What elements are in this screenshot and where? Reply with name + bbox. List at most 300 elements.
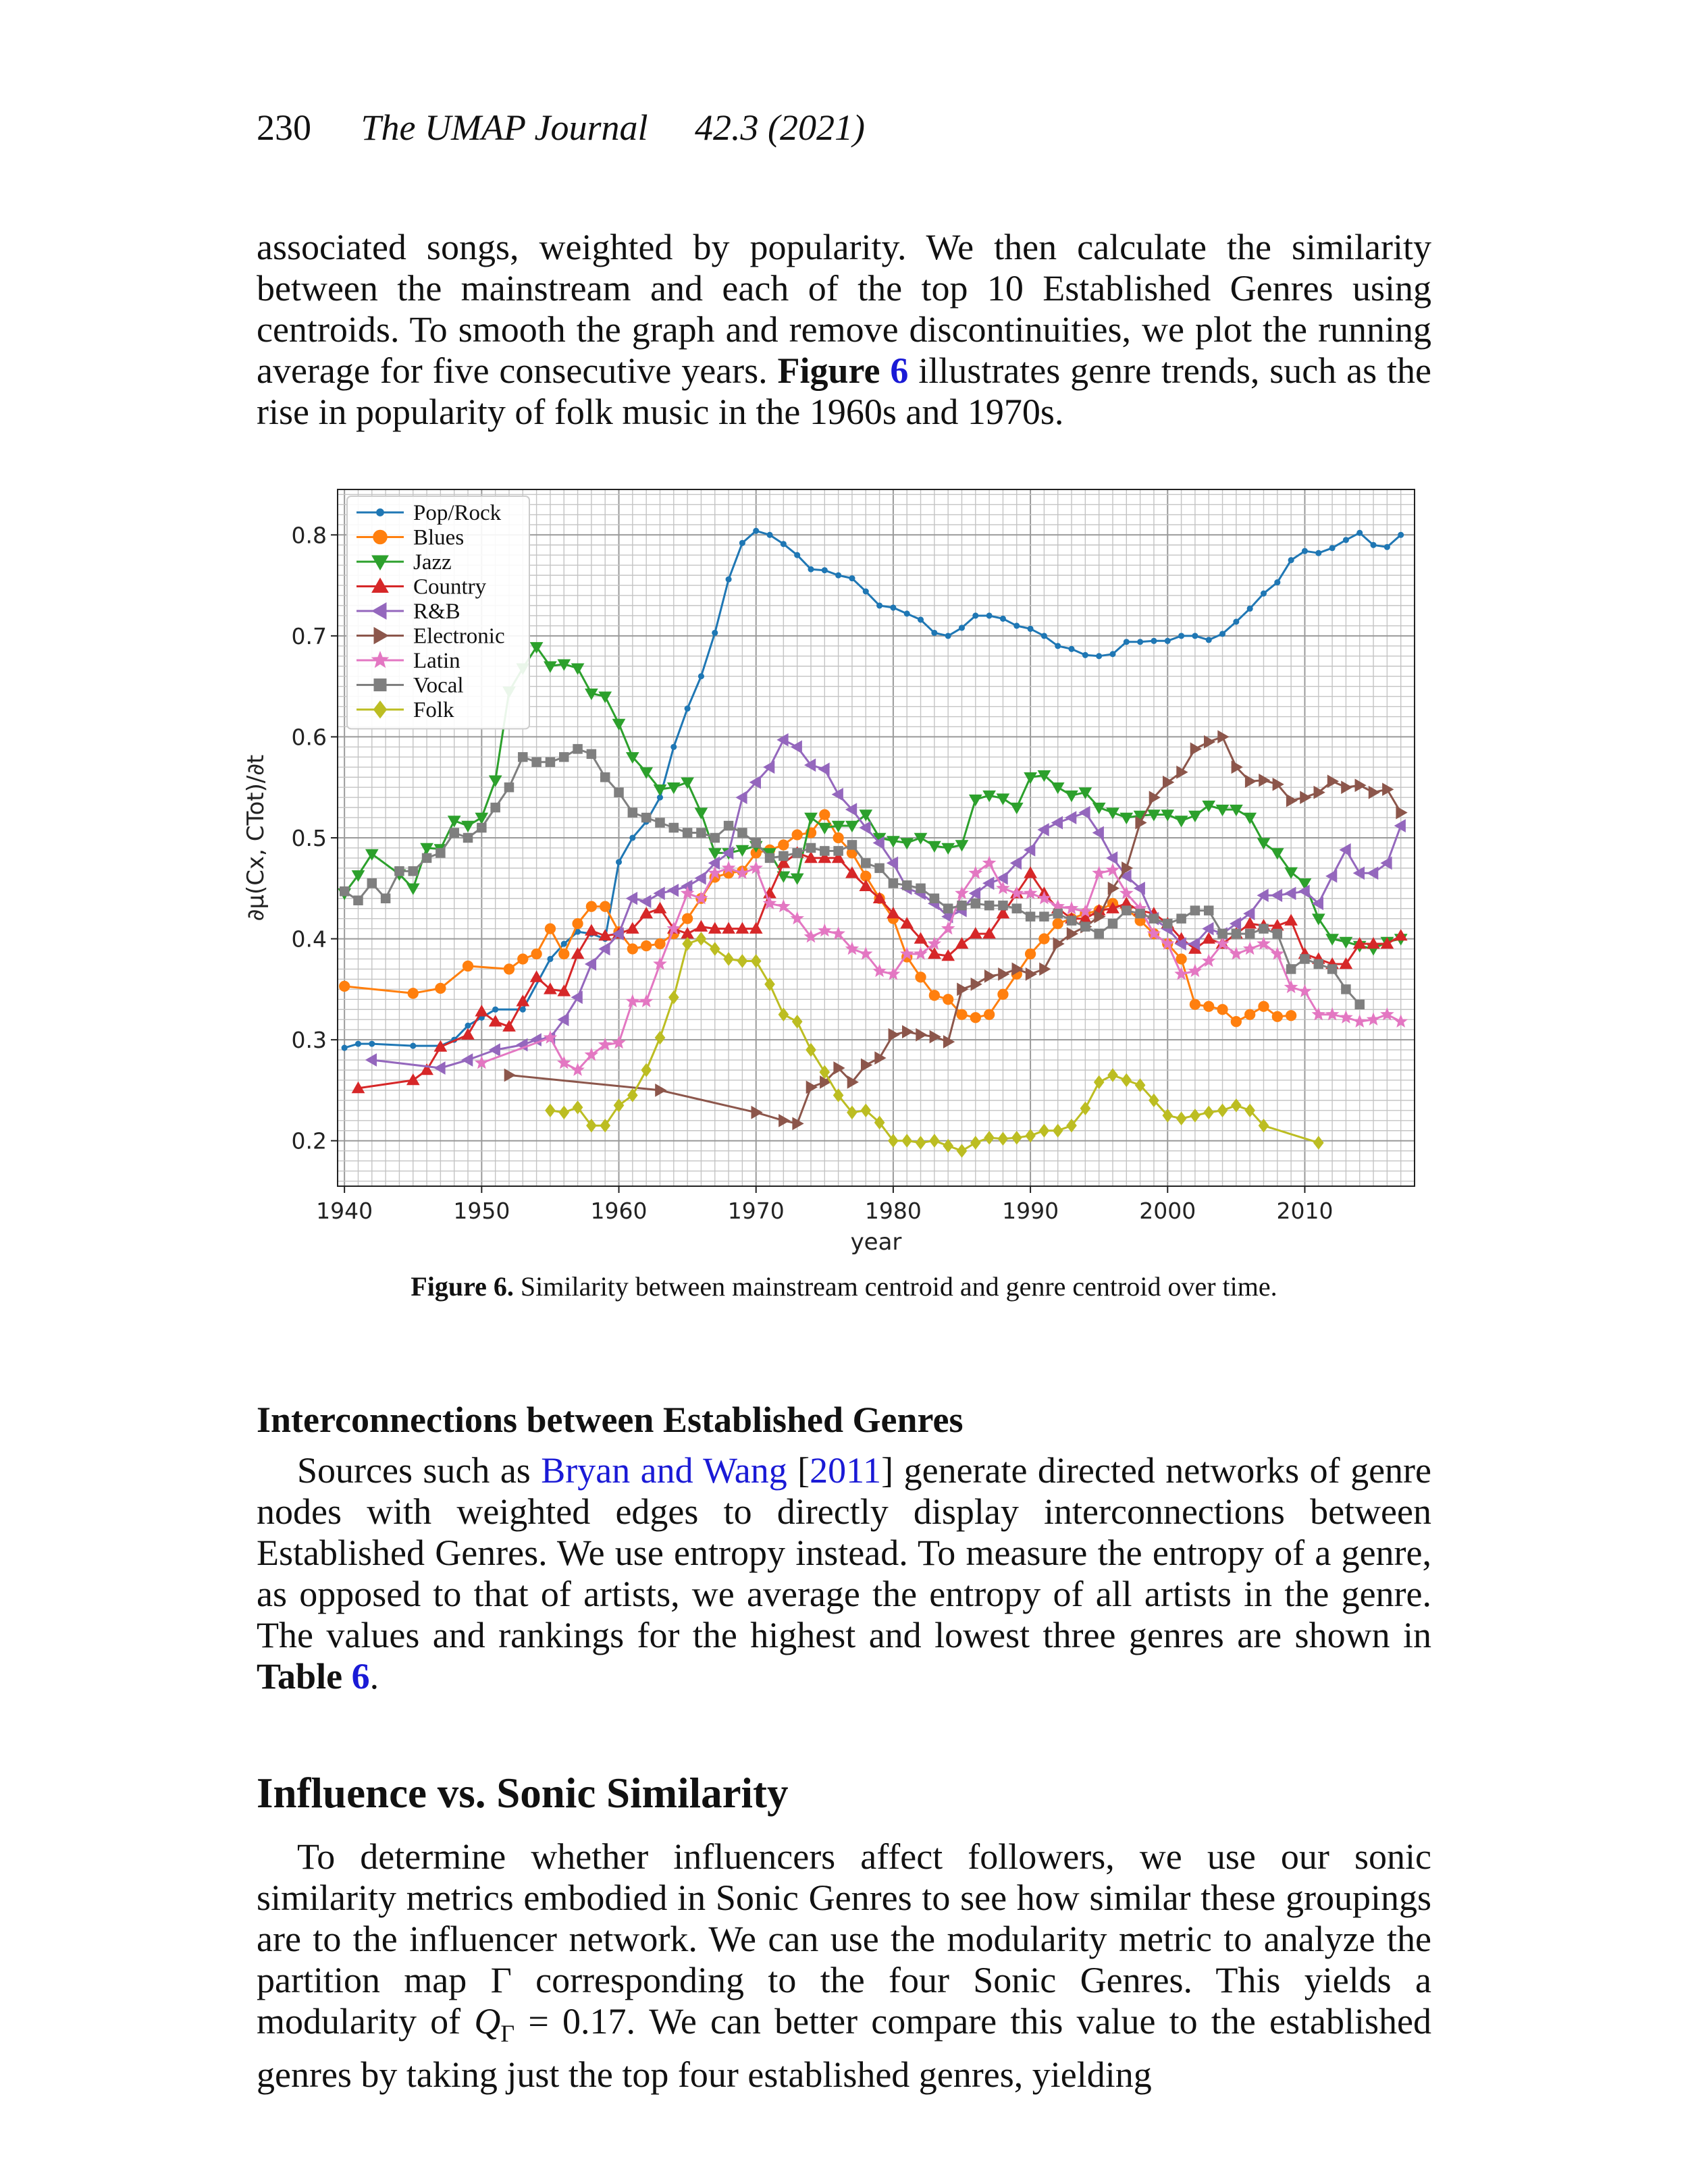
data-point-pop-rock bbox=[1384, 544, 1390, 550]
data-point-country bbox=[490, 1015, 502, 1026]
data-point-pop-rock bbox=[1082, 652, 1088, 658]
data-point-pop-rock bbox=[698, 674, 704, 679]
legend-label: Pop/Rock bbox=[413, 501, 502, 525]
data-point-vocal bbox=[820, 847, 830, 856]
y-tick-label: 0.2 bbox=[291, 1127, 327, 1154]
data-point-folk bbox=[1012, 1131, 1022, 1144]
data-point-blues bbox=[1039, 934, 1049, 944]
data-point-pop-rock bbox=[561, 941, 566, 947]
data-point-vocal bbox=[1245, 929, 1255, 938]
data-point-vocal bbox=[450, 828, 459, 838]
x-tick-label: 1980 bbox=[864, 1198, 922, 1224]
data-point-jazz bbox=[407, 884, 419, 895]
data-point-pop-rock bbox=[767, 532, 772, 537]
data-point-pop-rock bbox=[808, 566, 814, 572]
data-point-jazz bbox=[1120, 813, 1132, 824]
data-point-vocal bbox=[1081, 922, 1090, 932]
data-point-blues bbox=[792, 830, 802, 840]
data-point-r-b bbox=[818, 763, 829, 775]
data-point-r-b bbox=[434, 1062, 445, 1074]
data-point-pop-rock bbox=[959, 625, 964, 631]
data-point-vocal bbox=[862, 859, 871, 868]
data-point-vocal bbox=[1136, 909, 1145, 918]
data-point-pop-rock bbox=[342, 1045, 347, 1050]
data-point-jazz bbox=[1176, 816, 1188, 827]
data-point-r-b bbox=[366, 1054, 377, 1066]
data-point-vocal bbox=[875, 863, 885, 873]
citation-year-link[interactable]: 2011 bbox=[810, 1450, 882, 1491]
data-point-r-b bbox=[1271, 889, 1282, 901]
data-point-r-b bbox=[1065, 811, 1076, 824]
caption-text: Similarity between mainstream centroid and genre centroid over time. bbox=[513, 1271, 1277, 1302]
data-point-blues bbox=[1025, 949, 1035, 959]
data-point-electronic bbox=[957, 983, 968, 995]
data-point-electronic bbox=[1218, 730, 1229, 743]
data-point-country bbox=[654, 903, 666, 913]
data-point-vocal bbox=[436, 849, 446, 858]
data-point-electronic bbox=[1205, 736, 1215, 748]
data-point-pop-rock bbox=[795, 552, 800, 558]
data-point-folk bbox=[546, 1104, 555, 1117]
data-point-electronic bbox=[1259, 774, 1270, 787]
data-point-r-b bbox=[1340, 844, 1350, 856]
data-point-r-b bbox=[833, 789, 843, 801]
data-point-blues bbox=[1245, 1009, 1255, 1019]
data-point-blues bbox=[586, 901, 596, 911]
data-point-blues bbox=[970, 1013, 980, 1023]
data-point-jazz bbox=[1065, 791, 1078, 801]
data-point-pop-rock bbox=[520, 1007, 525, 1012]
data-point-vocal bbox=[1012, 904, 1022, 913]
data-point-pop-rock bbox=[1329, 545, 1335, 551]
y-tick-label: 0.8 bbox=[291, 522, 327, 549]
data-point-vocal bbox=[779, 851, 789, 861]
x-tick-label: 1940 bbox=[316, 1198, 373, 1224]
data-point-electronic bbox=[1067, 928, 1078, 940]
data-point-blues bbox=[627, 944, 637, 954]
data-point-country bbox=[901, 917, 913, 928]
data-point-r-b bbox=[1107, 852, 1117, 864]
data-point-vocal bbox=[1122, 906, 1132, 915]
data-point-folk bbox=[724, 953, 733, 965]
data-point-electronic bbox=[984, 970, 995, 982]
data-point-r-b bbox=[572, 991, 583, 1003]
data-point-pop-rock bbox=[493, 1007, 498, 1012]
data-point-vocal bbox=[340, 887, 349, 897]
data-point-jazz bbox=[791, 874, 803, 884]
data-point-vocal bbox=[546, 757, 555, 767]
data-point-vocal bbox=[463, 833, 473, 843]
data-point-vocal bbox=[532, 757, 542, 767]
data-point-country bbox=[572, 948, 584, 959]
data-point-pop-rock bbox=[781, 541, 786, 547]
interconnections-paragraph bbox=[257, 1450, 1431, 1697]
s2-text-b: . We can better compare this value to the established genres by taking just the top four established genres, yielding bbox=[257, 2001, 1431, 2095]
data-point-pop-rock bbox=[1371, 542, 1376, 548]
data-point-blues bbox=[1204, 1001, 1214, 1011]
data-point-jazz bbox=[942, 843, 954, 854]
data-point-folk bbox=[779, 1008, 788, 1021]
data-point-r-b bbox=[1367, 867, 1378, 879]
legend-marker-pop-rock bbox=[377, 509, 384, 516]
data-point-blues bbox=[1190, 999, 1200, 1009]
data-point-pop-rock bbox=[1069, 646, 1074, 651]
data-point-folk bbox=[1190, 1109, 1200, 1122]
data-point-blues bbox=[436, 983, 446, 993]
data-point-pop-rock bbox=[1343, 537, 1348, 543]
data-point-blues bbox=[463, 961, 473, 971]
page-number: 230 bbox=[257, 107, 311, 148]
data-point-pop-rock bbox=[877, 603, 882, 608]
data-point-folk bbox=[971, 1136, 980, 1149]
data-point-vocal bbox=[1300, 955, 1310, 964]
data-point-vocal bbox=[422, 853, 431, 863]
citation-authors-link[interactable]: Bryan and Wang bbox=[541, 1450, 787, 1491]
caption-label: Figure 6. bbox=[411, 1271, 514, 1302]
data-point-blues bbox=[779, 840, 789, 850]
data-point-vocal bbox=[943, 904, 953, 913]
series-latin bbox=[475, 857, 1406, 1075]
s1-text-a: Sources such as bbox=[297, 1450, 542, 1491]
data-point-blues bbox=[408, 988, 418, 998]
data-point-jazz bbox=[613, 719, 625, 730]
data-point-vocal bbox=[1259, 924, 1269, 934]
data-point-folk bbox=[957, 1144, 966, 1157]
data-point-folk bbox=[861, 1104, 870, 1117]
data-point-vocal bbox=[1232, 929, 1241, 938]
data-point-vocal bbox=[573, 745, 583, 754]
data-point-pop-rock bbox=[1234, 619, 1239, 624]
data-point-vocal bbox=[930, 894, 939, 903]
data-point-pop-rock bbox=[726, 577, 731, 582]
data-point-electronic bbox=[1396, 807, 1407, 819]
x-tick-label: 1960 bbox=[590, 1198, 648, 1224]
data-point-folk bbox=[737, 955, 747, 967]
data-point-folk bbox=[1122, 1074, 1131, 1087]
x-axis-label: year bbox=[850, 1229, 902, 1256]
data-point-electronic bbox=[1190, 743, 1201, 755]
data-point-blues bbox=[518, 954, 528, 964]
data-point-electronic bbox=[1355, 779, 1366, 791]
data-point-vocal bbox=[1286, 965, 1296, 974]
data-point-folk bbox=[655, 1032, 664, 1044]
section-heading-interconnections: Interconnections between Established Genres bbox=[257, 1400, 964, 1440]
legend-label: Country bbox=[413, 575, 487, 600]
data-point-vocal bbox=[1108, 919, 1117, 928]
data-point-vocal bbox=[971, 899, 980, 908]
data-point-r-b bbox=[887, 857, 898, 869]
data-point-pop-rock bbox=[1000, 616, 1005, 621]
data-point-electronic bbox=[1383, 783, 1394, 795]
data-point-r-b bbox=[640, 895, 651, 907]
data-point-folk bbox=[1039, 1124, 1049, 1137]
data-point-vocal bbox=[1355, 1000, 1365, 1009]
data-point-pop-rock bbox=[465, 1023, 471, 1028]
data-point-r-b bbox=[1038, 824, 1049, 836]
data-point-blues bbox=[1231, 1017, 1241, 1027]
figure-caption bbox=[257, 1271, 1431, 1302]
data-point-folk bbox=[1053, 1124, 1063, 1137]
data-point-r-b bbox=[1052, 817, 1063, 829]
data-point-pop-rock bbox=[918, 617, 923, 622]
data-point-jazz bbox=[572, 664, 584, 674]
data-point-electronic bbox=[1342, 781, 1352, 793]
data-point-blues bbox=[641, 940, 652, 951]
data-point-vocal bbox=[1204, 906, 1213, 915]
data-point-electronic bbox=[656, 1084, 666, 1096]
data-point-pop-rock bbox=[1247, 606, 1252, 611]
x-tick-label: 1990 bbox=[1002, 1198, 1059, 1224]
data-point-vocal bbox=[1218, 929, 1228, 938]
data-point-folk bbox=[696, 932, 706, 945]
data-point-electronic bbox=[1108, 882, 1119, 895]
data-point-pop-rock bbox=[1219, 631, 1225, 637]
y-tick-label: 0.7 bbox=[291, 622, 327, 649]
data-point-vocal bbox=[710, 833, 720, 843]
data-point-pop-rock bbox=[1179, 633, 1184, 639]
data-point-electronic bbox=[1300, 791, 1311, 803]
table-ref-link[interactable]: 6 bbox=[351, 1656, 370, 1697]
data-point-electronic bbox=[1177, 766, 1188, 778]
data-point-jazz bbox=[1052, 783, 1064, 794]
legend-label: Blues bbox=[413, 525, 465, 550]
legend-label: R&B bbox=[413, 600, 460, 624]
data-point-pop-rock bbox=[754, 528, 759, 533]
data-point-blues bbox=[531, 949, 542, 959]
legend-marker-vocal bbox=[374, 679, 386, 691]
data-point-pop-rock bbox=[1028, 626, 1033, 631]
legend-label: Folk bbox=[413, 698, 454, 722]
data-point-vocal bbox=[1040, 912, 1049, 922]
data-point-vocal bbox=[1190, 906, 1200, 915]
data-point-folk bbox=[1232, 1099, 1241, 1112]
data-point-pop-rock bbox=[973, 613, 978, 618]
data-point-pop-rock bbox=[548, 956, 553, 961]
data-point-electronic bbox=[504, 1069, 515, 1082]
data-point-folk bbox=[793, 1015, 802, 1028]
data-point-pop-rock bbox=[863, 589, 868, 594]
data-point-country bbox=[695, 921, 707, 932]
data-point-jazz bbox=[901, 838, 913, 849]
data-point-electronic bbox=[1369, 787, 1379, 799]
journal-name: The UMAP Journal bbox=[361, 107, 648, 148]
data-point-pop-rock bbox=[369, 1041, 375, 1046]
data-point-vocal bbox=[847, 841, 857, 850]
data-point-blues bbox=[504, 964, 514, 974]
data-point-folk bbox=[559, 1106, 569, 1119]
data-point-jazz bbox=[1258, 838, 1270, 849]
s1-cite-open: [ bbox=[787, 1450, 810, 1491]
data-point-pop-rock bbox=[1288, 558, 1294, 563]
data-point-pop-rock bbox=[849, 576, 855, 581]
data-point-pop-rock bbox=[355, 1041, 361, 1046]
table-ref-word: Table bbox=[257, 1656, 343, 1697]
data-point-pop-rock bbox=[1097, 654, 1102, 659]
data-point-r-b bbox=[1079, 807, 1090, 819]
data-point-r-b bbox=[654, 887, 665, 899]
data-point-pop-rock bbox=[712, 630, 718, 635]
influence-paragraph bbox=[257, 1836, 1431, 2096]
intro-text-b: illustrates genre trends, such as the rise in popularity of folk music in the 1960s and 1970s. bbox=[257, 350, 1431, 432]
data-point-blues bbox=[1259, 1001, 1269, 1011]
y-tick-label: 0.3 bbox=[291, 1027, 327, 1054]
data-point-electronic bbox=[862, 1059, 872, 1071]
data-point-blues bbox=[682, 913, 692, 924]
data-point-jazz bbox=[1244, 813, 1256, 824]
chart-legend bbox=[347, 496, 529, 729]
data-point-jazz bbox=[654, 785, 666, 796]
data-point-pop-rock bbox=[1138, 639, 1143, 645]
data-point-jazz bbox=[1011, 803, 1023, 814]
data-point-vocal bbox=[1327, 965, 1337, 974]
data-point-vocal bbox=[806, 843, 816, 853]
data-point-blues bbox=[998, 989, 1008, 999]
data-point-vocal bbox=[834, 847, 843, 856]
data-point-country bbox=[407, 1074, 419, 1085]
data-point-country bbox=[1285, 915, 1297, 926]
data-point-folk bbox=[916, 1136, 925, 1149]
data-point-blues bbox=[943, 994, 953, 1005]
data-point-r-b bbox=[695, 872, 706, 884]
x-tick-label: 2010 bbox=[1276, 1198, 1334, 1224]
data-point-vocal bbox=[765, 853, 774, 863]
x-tick-label: 1970 bbox=[727, 1198, 785, 1224]
data-point-blues bbox=[559, 949, 569, 959]
data-point-vocal bbox=[1163, 919, 1173, 928]
data-point-r-b bbox=[805, 759, 816, 771]
data-point-vocal bbox=[889, 879, 898, 888]
data-point-electronic bbox=[806, 1081, 817, 1093]
data-point-blues bbox=[957, 1009, 967, 1019]
data-point-vocal bbox=[1314, 959, 1323, 969]
data-point-blues bbox=[984, 1009, 994, 1019]
data-point-vocal bbox=[1273, 929, 1282, 938]
data-point-jazz bbox=[818, 823, 830, 834]
data-point-electronic bbox=[1040, 963, 1051, 975]
legend-marker-blues bbox=[373, 530, 387, 543]
data-point-jazz bbox=[1024, 773, 1036, 784]
math-eq: = 0.17 bbox=[515, 2001, 627, 2042]
data-point-vocal bbox=[902, 881, 912, 890]
data-point-vocal bbox=[669, 823, 679, 832]
data-point-blues bbox=[1272, 1011, 1282, 1021]
data-point-pop-rock bbox=[1206, 637, 1211, 643]
data-point-r-b bbox=[1326, 870, 1337, 882]
legend-label: Latin bbox=[413, 649, 460, 673]
data-point-pop-rock bbox=[739, 540, 745, 545]
figure-ref-link[interactable]: 6 bbox=[890, 350, 909, 391]
data-point-pop-rock bbox=[1357, 530, 1363, 535]
data-point-vocal bbox=[957, 901, 967, 910]
data-point-blues bbox=[1286, 1011, 1296, 1021]
data-point-pop-rock bbox=[1124, 639, 1129, 645]
data-point-vocal bbox=[1177, 914, 1186, 924]
data-point-r-b bbox=[1093, 827, 1104, 839]
data-point-blues bbox=[545, 924, 555, 934]
data-point-electronic bbox=[903, 1026, 914, 1038]
data-point-blues bbox=[573, 918, 583, 928]
data-point-folk bbox=[710, 942, 720, 955]
data-point-vocal bbox=[1053, 909, 1063, 918]
data-point-folk bbox=[984, 1131, 994, 1144]
data-point-vocal bbox=[697, 828, 706, 838]
s1-text-b: ] generate directed networks of genre nodes with weighted edges to directly display interconnections between Established Genres. We use entropy instead. To measure the entropy of a genre, as opposed to that of artists, we average the entropy of all artists in the genre. The values and rankings for the highest and lowest three genres are shown in bbox=[257, 1450, 1431, 1655]
data-point-electronic bbox=[875, 1052, 886, 1064]
data-point-folk bbox=[669, 991, 679, 1004]
data-point-pop-rock bbox=[1192, 633, 1198, 639]
data-point-r-b bbox=[1354, 867, 1365, 879]
data-point-pop-rock bbox=[630, 835, 635, 841]
y-tick-label: 0.5 bbox=[291, 825, 327, 851]
data-point-vocal bbox=[724, 821, 733, 830]
data-point-pop-rock bbox=[1014, 623, 1020, 629]
data-point-blues bbox=[340, 981, 350, 991]
data-point-blues bbox=[820, 809, 830, 820]
data-point-pop-rock bbox=[1302, 548, 1307, 554]
data-point-electronic bbox=[971, 978, 982, 990]
data-point-vocal bbox=[628, 808, 637, 818]
data-point-jazz bbox=[805, 813, 817, 824]
math-gamma: Γ bbox=[500, 2019, 515, 2047]
x-tick-label: 1950 bbox=[453, 1198, 510, 1224]
s1-text-c: . bbox=[369, 1656, 379, 1697]
data-point-r-b bbox=[668, 884, 679, 897]
data-point-pop-rock bbox=[986, 613, 992, 618]
y-tick-label: 0.4 bbox=[291, 926, 327, 953]
data-point-folk bbox=[1314, 1136, 1323, 1149]
data-point-electronic bbox=[751, 1107, 762, 1119]
data-point-pop-rock bbox=[932, 630, 937, 635]
data-point-vocal bbox=[504, 782, 514, 792]
data-point-vocal bbox=[984, 901, 994, 910]
figure-ref-word: Figure bbox=[777, 350, 880, 391]
data-point-folk bbox=[1108, 1069, 1117, 1082]
data-point-vocal bbox=[1026, 912, 1035, 922]
data-point-pop-rock bbox=[1261, 591, 1266, 596]
data-point-vocal bbox=[367, 879, 377, 888]
data-point-vocal bbox=[560, 753, 569, 762]
data-point-folk bbox=[930, 1134, 939, 1147]
data-point-blues bbox=[1217, 1005, 1228, 1015]
data-point-jazz bbox=[544, 662, 556, 672]
data-point-jazz bbox=[462, 821, 474, 832]
data-point-folk bbox=[902, 1134, 912, 1147]
data-point-country bbox=[585, 925, 598, 936]
data-point-blues bbox=[1053, 918, 1063, 928]
data-point-electronic bbox=[916, 1029, 927, 1041]
data-point-jazz bbox=[490, 776, 502, 787]
data-point-vocal bbox=[751, 838, 761, 848]
data-point-pop-rock bbox=[1041, 633, 1047, 639]
data-point-blues bbox=[929, 990, 939, 1001]
data-point-r-b bbox=[791, 741, 802, 753]
data-point-pop-rock bbox=[1110, 651, 1115, 657]
data-point-blues bbox=[1176, 954, 1186, 964]
data-point-vocal bbox=[916, 884, 926, 893]
data-point-pop-rock bbox=[1165, 638, 1170, 643]
data-point-electronic bbox=[779, 1115, 790, 1127]
data-point-r-b bbox=[490, 1044, 500, 1056]
data-point-r-b bbox=[462, 1054, 473, 1066]
data-point-blues bbox=[833, 832, 843, 843]
data-point-jazz bbox=[599, 692, 611, 703]
data-point-vocal bbox=[1342, 985, 1351, 994]
data-point-vocal bbox=[999, 901, 1008, 910]
data-point-vocal bbox=[477, 823, 487, 832]
data-point-vocal bbox=[587, 749, 596, 759]
data-point-electronic bbox=[889, 1029, 899, 1041]
data-point-jazz bbox=[695, 808, 707, 819]
